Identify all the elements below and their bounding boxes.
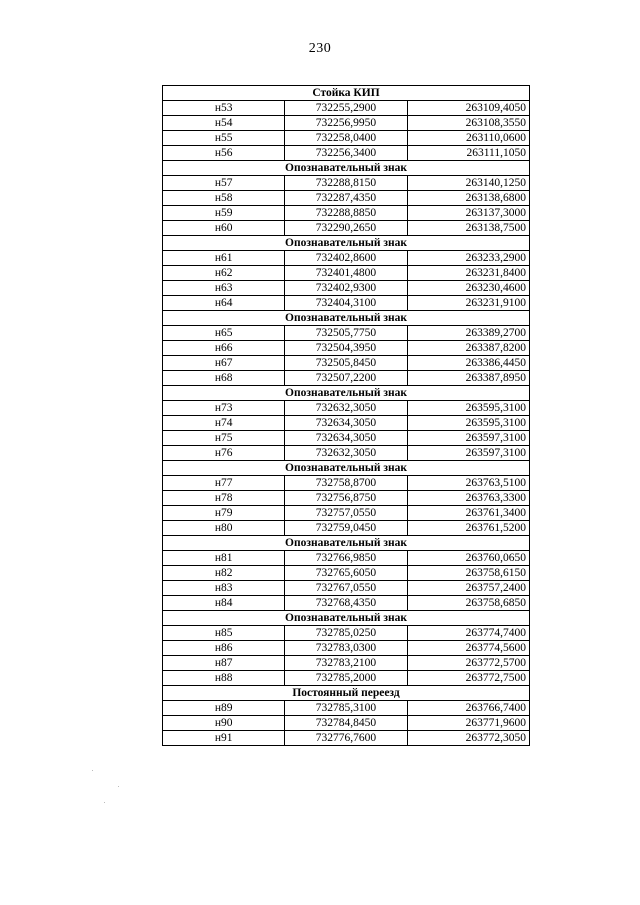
- x-coordinate-cell: 732632,3050: [285, 446, 407, 461]
- x-coordinate-cell: 732768,4350: [285, 596, 407, 611]
- point-id-cell: н66: [163, 341, 285, 356]
- table-row: [163, 131, 530, 146]
- x-coordinate-cell: 732634,3050: [285, 431, 407, 446]
- table-row: [163, 116, 530, 131]
- x-coordinate-cell: 732785,2000: [285, 671, 407, 686]
- section-header-row: [163, 236, 530, 251]
- x-coordinate-cell: 732756,8750: [285, 491, 407, 506]
- y-coordinate-cell: 263772,3050: [407, 731, 529, 746]
- y-coordinate-cell: 263597,3100: [407, 431, 529, 446]
- y-coordinate-cell: 263758,6150: [407, 566, 529, 581]
- point-id-cell: н56: [163, 146, 285, 161]
- x-coordinate-cell: 732783,0300: [285, 641, 407, 656]
- y-coordinate-cell: 263137,3000: [407, 206, 529, 221]
- table-row: [163, 566, 530, 581]
- point-id-cell: н61: [163, 251, 285, 266]
- x-coordinate-cell: 732758,8700: [285, 476, 407, 491]
- table-row: [163, 431, 530, 446]
- table-row: [163, 371, 530, 386]
- y-coordinate-cell: 263595,3100: [407, 401, 529, 416]
- point-id-cell: н54: [163, 116, 285, 131]
- y-coordinate-cell: 263231,9100: [407, 296, 529, 311]
- y-coordinate-cell: 263766,7400: [407, 701, 529, 716]
- y-coordinate-cell: 263774,5600: [407, 641, 529, 656]
- section-title: Опознавательный знак: [163, 236, 530, 251]
- y-coordinate-cell: 263138,7500: [407, 221, 529, 236]
- y-coordinate-cell: 263386,4450: [407, 356, 529, 371]
- x-coordinate-cell: 732507,2200: [285, 371, 407, 386]
- x-coordinate-cell: 732288,8850: [285, 206, 407, 221]
- coordinates-table-body: [163, 86, 530, 746]
- point-id-cell: н82: [163, 566, 285, 581]
- y-coordinate-cell: 263595,3100: [407, 416, 529, 431]
- table-row: [163, 641, 530, 656]
- x-coordinate-cell: 732505,7750: [285, 326, 407, 341]
- y-coordinate-cell: 263109,4050: [407, 101, 529, 116]
- table-row: [163, 281, 530, 296]
- table-row: [163, 416, 530, 431]
- page-number: 230: [308, 41, 332, 56]
- x-coordinate-cell: 732255,2900: [285, 101, 407, 116]
- point-id-cell: н88: [163, 671, 285, 686]
- point-id-cell: н79: [163, 506, 285, 521]
- section-title: Опознавательный знак: [163, 311, 530, 326]
- x-coordinate-cell: 732404,3100: [285, 296, 407, 311]
- table-row: [163, 176, 530, 191]
- y-coordinate-cell: 263763,3300: [407, 491, 529, 506]
- table-row: [163, 521, 530, 536]
- table-row: [163, 731, 530, 746]
- y-coordinate-cell: 263138,6800: [407, 191, 529, 206]
- point-id-cell: н68: [163, 371, 285, 386]
- y-coordinate-cell: 263774,7400: [407, 626, 529, 641]
- point-id-cell: н64: [163, 296, 285, 311]
- section-title: Опознавательный знак: [163, 161, 530, 176]
- table-row: [163, 296, 530, 311]
- x-coordinate-cell: 732767,0550: [285, 581, 407, 596]
- x-coordinate-cell: 732505,8450: [285, 356, 407, 371]
- y-coordinate-cell: 263597,3100: [407, 446, 529, 461]
- section-header-row: [163, 161, 530, 176]
- x-coordinate-cell: 732765,6050: [285, 566, 407, 581]
- y-coordinate-cell: 263763,5100: [407, 476, 529, 491]
- x-coordinate-cell: 732776,7600: [285, 731, 407, 746]
- table-row: [163, 401, 530, 416]
- table-row: [163, 251, 530, 266]
- y-coordinate-cell: 263771,9600: [407, 716, 529, 731]
- y-coordinate-cell: 263108,3550: [407, 116, 529, 131]
- point-id-cell: н53: [163, 101, 285, 116]
- section-title: Опознавательный знак: [163, 611, 530, 626]
- table-row: [163, 446, 530, 461]
- y-coordinate-cell: 263230,4600: [407, 281, 529, 296]
- x-coordinate-cell: 732290,2650: [285, 221, 407, 236]
- point-id-cell: н83: [163, 581, 285, 596]
- y-coordinate-cell: 263772,5700: [407, 656, 529, 671]
- x-coordinate-cell: 732783,2100: [285, 656, 407, 671]
- y-coordinate-cell: 263111,1050: [407, 146, 529, 161]
- point-id-cell: н60: [163, 221, 285, 236]
- point-id-cell: н63: [163, 281, 285, 296]
- point-id-cell: н80: [163, 521, 285, 536]
- coordinates-table: [162, 85, 530, 746]
- y-coordinate-cell: 263758,6850: [407, 596, 529, 611]
- section-header-row: [163, 611, 530, 626]
- x-coordinate-cell: 732757,0550: [285, 506, 407, 521]
- section-title: Опознавательный знак: [163, 536, 530, 551]
- point-id-cell: н91: [163, 731, 285, 746]
- table-row: [163, 701, 530, 716]
- y-coordinate-cell: 263772,7500: [407, 671, 529, 686]
- point-id-cell: н78: [163, 491, 285, 506]
- x-coordinate-cell: 732258,0400: [285, 131, 407, 146]
- y-coordinate-cell: 263761,5200: [407, 521, 529, 536]
- y-coordinate-cell: 263761,3400: [407, 506, 529, 521]
- x-coordinate-cell: 732634,3050: [285, 416, 407, 431]
- table-row: [163, 716, 530, 731]
- x-coordinate-cell: 732785,3100: [285, 701, 407, 716]
- table-row: [163, 146, 530, 161]
- y-coordinate-cell: 263387,8200: [407, 341, 529, 356]
- point-id-cell: н90: [163, 716, 285, 731]
- y-coordinate-cell: 263387,8950: [407, 371, 529, 386]
- table-row: [163, 506, 530, 521]
- point-id-cell: н74: [163, 416, 285, 431]
- y-coordinate-cell: 263389,2700: [407, 326, 529, 341]
- point-id-cell: н76: [163, 446, 285, 461]
- section-title: Опознавательный знак: [163, 461, 530, 476]
- table-row: [163, 581, 530, 596]
- y-coordinate-cell: 263231,8400: [407, 266, 529, 281]
- table-row: [163, 551, 530, 566]
- table-row: [163, 491, 530, 506]
- point-id-cell: н65: [163, 326, 285, 341]
- point-id-cell: н75: [163, 431, 285, 446]
- table-row: [163, 671, 530, 686]
- scan-speck: [118, 786, 119, 787]
- y-coordinate-cell: 263757,2400: [407, 581, 529, 596]
- table-row: [163, 191, 530, 206]
- x-coordinate-cell: 732401,4800: [285, 266, 407, 281]
- point-id-cell: н84: [163, 596, 285, 611]
- scan-speck: [92, 770, 93, 771]
- point-id-cell: н57: [163, 176, 285, 191]
- x-coordinate-cell: 732288,8150: [285, 176, 407, 191]
- scan-speck: [104, 802, 105, 803]
- point-id-cell: н55: [163, 131, 285, 146]
- table-row: [163, 356, 530, 371]
- y-coordinate-cell: 263110,0600: [407, 131, 529, 146]
- x-coordinate-cell: 732504,3950: [285, 341, 407, 356]
- section-title: Опознавательный знак: [163, 386, 530, 401]
- table-row: [163, 221, 530, 236]
- x-coordinate-cell: 732256,3400: [285, 146, 407, 161]
- section-title: Постоянный переезд: [163, 686, 530, 701]
- section-header-row: [163, 311, 530, 326]
- point-id-cell: н59: [163, 206, 285, 221]
- table-row: [163, 341, 530, 356]
- table-row: [163, 101, 530, 116]
- x-coordinate-cell: 732402,8600: [285, 251, 407, 266]
- point-id-cell: н86: [163, 641, 285, 656]
- section-header-row: [163, 536, 530, 551]
- point-id-cell: н85: [163, 626, 285, 641]
- section-header-row: [163, 86, 530, 101]
- x-coordinate-cell: 732402,9300: [285, 281, 407, 296]
- point-id-cell: н77: [163, 476, 285, 491]
- point-id-cell: н89: [163, 701, 285, 716]
- y-coordinate-cell: 263233,2900: [407, 251, 529, 266]
- table-row: [163, 626, 530, 641]
- table-row: [163, 596, 530, 611]
- point-id-cell: н58: [163, 191, 285, 206]
- x-coordinate-cell: 732784,8450: [285, 716, 407, 731]
- table-row: [163, 266, 530, 281]
- x-coordinate-cell: 732632,3050: [285, 401, 407, 416]
- table-row: [163, 476, 530, 491]
- table-row: [163, 656, 530, 671]
- table-row: [163, 206, 530, 221]
- y-coordinate-cell: 263760,0650: [407, 551, 529, 566]
- section-header-row: [163, 686, 530, 701]
- x-coordinate-cell: 732785,0250: [285, 626, 407, 641]
- point-id-cell: н87: [163, 656, 285, 671]
- y-coordinate-cell: 263140,1250: [407, 176, 529, 191]
- point-id-cell: н73: [163, 401, 285, 416]
- x-coordinate-cell: 732766,9850: [285, 551, 407, 566]
- section-header-row: [163, 461, 530, 476]
- x-coordinate-cell: 732759,0450: [285, 521, 407, 536]
- section-title: Стойка КИП: [163, 86, 530, 101]
- x-coordinate-cell: 732256,9950: [285, 116, 407, 131]
- point-id-cell: н62: [163, 266, 285, 281]
- point-id-cell: н81: [163, 551, 285, 566]
- table-row: [163, 326, 530, 341]
- x-coordinate-cell: 732287,4350: [285, 191, 407, 206]
- section-header-row: [163, 386, 530, 401]
- point-id-cell: н67: [163, 356, 285, 371]
